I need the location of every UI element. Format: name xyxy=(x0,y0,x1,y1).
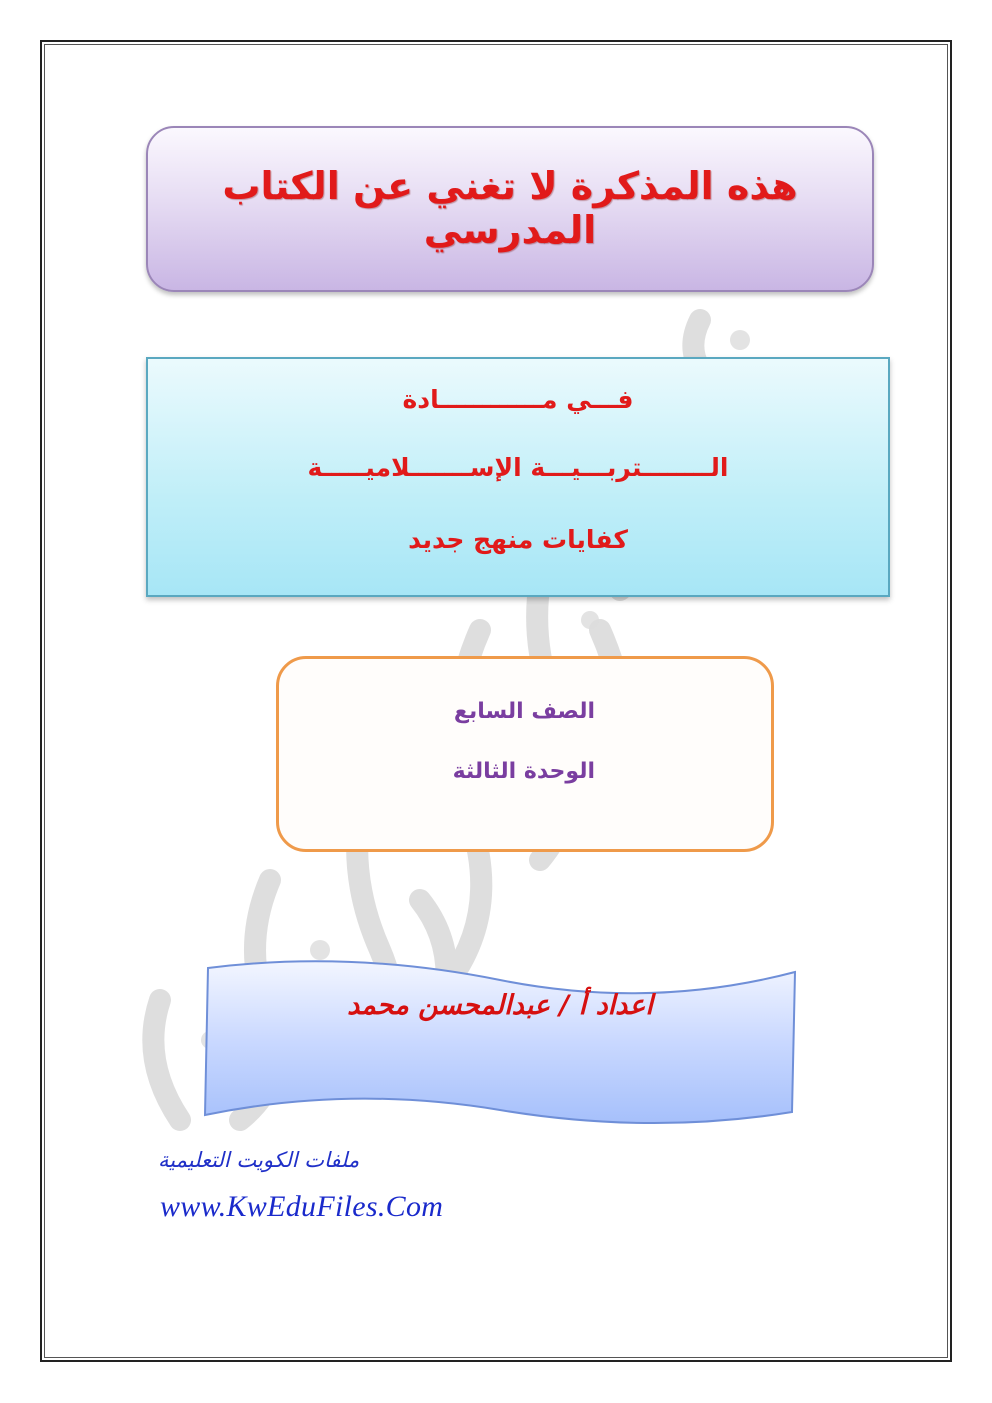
curriculum-label: كفايات منهج جديد xyxy=(408,525,628,554)
grade-label: الصف السابع xyxy=(453,699,595,724)
author-credit: اعداد أ / عبدالمحسن محمد xyxy=(347,990,653,1021)
unit-label: الوحدة الثالثة xyxy=(452,759,595,784)
subject-name: الــــــــتربـــيـــة الإســـــــلاميـــــة xyxy=(307,453,729,482)
subject-intro: فـــي مــــــــــــادة xyxy=(402,385,634,414)
site-url[interactable]: www.KwEduFiles.Com xyxy=(160,1190,444,1223)
author-banner xyxy=(200,960,800,1130)
notice-title: هذه المذكرة لا تغني عن الكتاب المدرسي xyxy=(222,164,798,252)
subject-box xyxy=(146,357,890,597)
title-box xyxy=(146,126,874,292)
grade-box xyxy=(276,656,774,852)
site-name: ملفات الكويت التعليمية xyxy=(158,1148,360,1172)
